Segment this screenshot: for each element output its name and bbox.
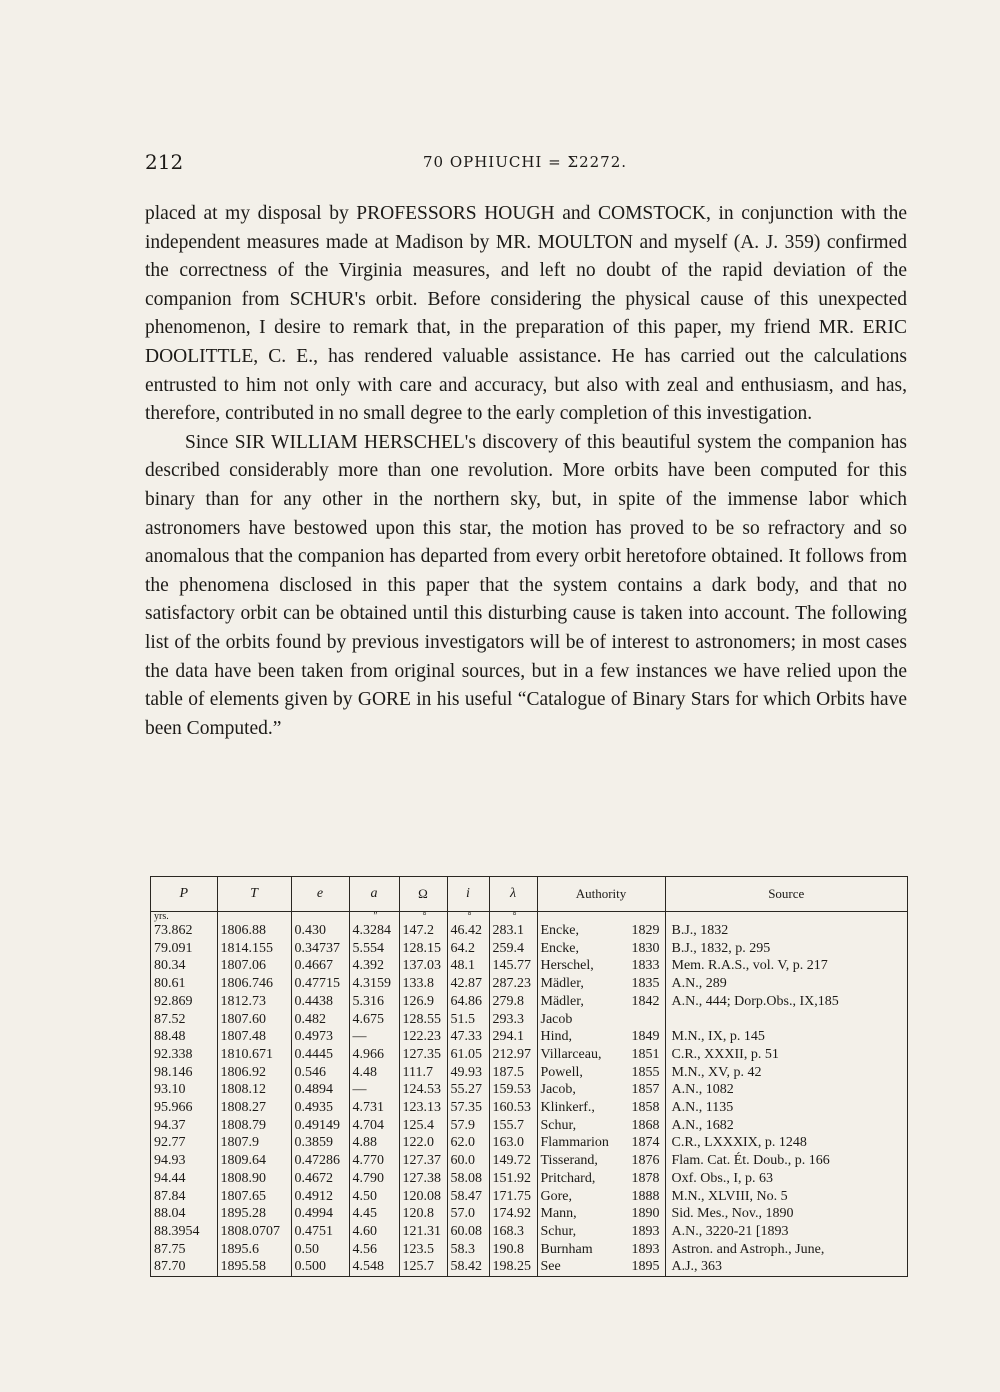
cell-p: 94.44 [151,1170,217,1188]
cell-p: 87.70 [151,1258,217,1276]
cell-source: A.N., 1135 [671,1100,734,1116]
authority-name: Flammarion [540,1135,609,1151]
cell-e: 0.34737 [291,940,349,958]
cell-lambda: 187.5 [489,1064,537,1082]
cell-a: 4.966 [349,1046,399,1064]
table-row [151,1241,907,1259]
unit-e [291,912,349,923]
cell-t: 1895.6 [217,1241,291,1259]
cell-a: 5.554 [349,940,399,958]
cell-authority [537,1117,665,1135]
authority-year: 1868 [631,1117,660,1133]
authority-name: Gore, [540,1188,572,1204]
cell-source: A.N., 1082 [671,1082,734,1098]
table-row [151,975,907,993]
cell-p: 98.146 [151,1064,217,1082]
authority-year: 1842 [631,993,660,1009]
table-row [151,1170,907,1188]
page-number: 212 [145,150,184,174]
cell-t: 1895.58 [217,1258,291,1276]
table-header-row [151,877,907,912]
col-header-t: T [217,877,291,912]
cell-node: 122.23 [399,1028,447,1046]
cell-lambda: 174.92 [489,1205,537,1223]
table-row [151,922,907,940]
col-header-node: Ω [399,877,447,912]
cell-e: 0.4973 [291,1028,349,1046]
cell-authority [537,993,665,1011]
cell-lambda: 151.92 [489,1170,537,1188]
cell-e: 0.4912 [291,1188,349,1206]
cell-lambda: 294.1 [489,1028,537,1046]
cell-lambda: 287.23 [489,975,537,993]
cell-source: A.N., 3220-21 [1893 [671,1223,789,1239]
cell-source: C.R., LXXXIX, p. 1248 [671,1135,807,1151]
cell-p: 87.52 [151,1011,217,1029]
cell-p: 88.48 [151,1028,217,1046]
table-row [151,1011,907,1029]
table-row [151,1046,907,1064]
cell-i: 57.9 [447,1117,489,1135]
cell-lambda: 212.97 [489,1046,537,1064]
authority-year: 1855 [631,1064,660,1080]
cell-i: 60.08 [447,1223,489,1241]
cell-node: 137.03 [399,957,447,975]
cell-t: 1808.0707 [217,1223,291,1241]
authority-year: 1895 [631,1259,660,1275]
cell-source: Astron. and Astroph., June, [671,1241,825,1257]
cell-e: 0.4935 [291,1099,349,1117]
cell-a: 4.392 [349,957,399,975]
cell-source: C.R., XXXII, p. 51 [671,1046,779,1062]
authority-name: Powell, [540,1064,583,1080]
unit-node: ° [399,912,447,923]
authority-name: Burnham [540,1241,593,1257]
authority-name: Encke, [540,923,579,938]
authority-name: Villarceau, [540,1046,602,1062]
cell-i: 58.08 [447,1170,489,1188]
paragraph-1: placed at my disposal by PROFESSORS HOUGH and COMSTOCK, in conjunction with the independent measures made at Madison by MR. MOULTON and myself (A. J. 359) confirmed the correctness of the Virginia measures, and left no doubt of the rapid deviation of the companion from SCHUR's orbit. Before considering the physical cause of this unexpected phenomenon, I desire to remark that, in the preparation of this paper, my friend MR. ERIC DOOLITTLE, C. E., has rendered valuable assistance. He has carried out the calculations entrusted to him not only with care and accuracy, but also with zeal and enthusiasm, and has, therefore, contributed in no small degree to the early completion of this investigation. [145,203,907,425]
cell-lambda: 190.8 [489,1241,537,1259]
authority-name: Herschel, [540,958,594,974]
cell-a: 4.60 [349,1223,399,1241]
cell-node: 124.53 [399,1081,447,1099]
cell-e: 0.50 [291,1241,349,1259]
cell-p: 92.869 [151,993,217,1011]
cell-a: 4.48 [349,1064,399,1082]
table-row [151,1028,907,1046]
authority-year: 1890 [631,1206,660,1222]
cell-authority [537,1241,665,1259]
cell-node: 133.8 [399,975,447,993]
cell-e: 0.49149 [291,1117,349,1135]
cell-t: 1808.79 [217,1117,291,1135]
authority-name: Schur, [540,1117,577,1133]
table-row [151,957,907,975]
cell-e: 0.4894 [291,1081,349,1099]
cell-p: 88.04 [151,1205,217,1223]
cell-a: 5.316 [349,993,399,1011]
authority-name: See [540,1259,561,1275]
table-row [151,1152,907,1170]
authority-year: 1893 [631,1241,660,1257]
cell-authority [537,1188,665,1206]
cell-node: 128.55 [399,1011,447,1029]
paragraph-2: Since SIR WILLIAM HERSCHEL's discovery of this beautiful system the companion has described considerably more than one revolution. More orbits have been computed for this binary than for any other in the northern sky, but, in spite of the immense labor which astronomers have bestowed upon this star, the motion has proved to be so refractory and so anomalous that the companion has departed from every orbit heretofore obtained. It follows from the phenomena disclosed in this paper that the system contains a dark body, and that no satisfactory orbit can be obtained until this disturbing cause is taken into account. The following list of the orbits found by previous investigators will be of interest to astronomers; in most cases the data have been taken from original sources, but in a few instances we have relied upon the table of elements given by GORE in his useful “Catalogue of Binary Stars for which Orbits have been Computed.” [145,431,907,739]
cell-i: 47.33 [447,1028,489,1046]
cell-authority [537,1152,665,1170]
cell-lambda: 155.7 [489,1117,537,1135]
cell-t: 1807.65 [217,1188,291,1206]
cell-source [665,1011,907,1029]
authority-year: 1858 [631,1100,660,1116]
cell-i: 48.1 [447,957,489,975]
cell-node: 123.5 [399,1241,447,1259]
col-header-i: i [447,877,489,912]
cell-authority [537,1134,665,1152]
cell-authority [537,1064,665,1082]
cell-e: 0.500 [291,1258,349,1276]
cell-t: 1807.60 [217,1011,291,1029]
cell-i: 49.93 [447,1064,489,1082]
cell-t: 1807.48 [217,1028,291,1046]
cell-i: 64.86 [447,993,489,1011]
cell-node: 127.35 [399,1046,447,1064]
cell-authority [537,1205,665,1223]
cell-source: Flam. Cat. Ét. Doub., p. 166 [671,1153,830,1169]
cell-i: 62.0 [447,1134,489,1152]
cell-node: 147.2 [399,922,447,940]
cell-node: 127.37 [399,1152,447,1170]
cell-i: 46.42 [447,922,489,940]
cell-e: 0.430 [291,922,349,940]
cell-t: 1808.12 [217,1081,291,1099]
cell-node: 120.08 [399,1188,447,1206]
authority-name: Encke, [540,940,579,956]
cell-node: 127.38 [399,1170,447,1188]
table-row [151,1188,907,1206]
cell-t: 1806.92 [217,1064,291,1082]
running-head: 70 OPHIUCHI = Σ2272. [422,153,628,171]
table-row [151,1205,907,1223]
col-header-p: P [151,877,217,912]
cell-t: 1814.155 [217,940,291,958]
cell-e: 0.482 [291,1011,349,1029]
cell-p: 87.75 [151,1241,217,1259]
authority-year: 1876 [631,1153,660,1169]
cell-node: 121.31 [399,1223,447,1241]
cell-node: 125.4 [399,1117,447,1135]
cell-i: 57.0 [447,1205,489,1223]
cell-source: B.J., 1832, p. 295 [671,940,771,956]
cell-lambda: 149.72 [489,1152,537,1170]
unit-source [665,912,907,923]
cell-node: 111.7 [399,1064,447,1082]
cell-a: 4.770 [349,1152,399,1170]
authority-name: Hind, [540,1029,572,1045]
cell-source: A.N., 1682 [671,1117,734,1133]
cell-source: A.J., 363 [671,1259,723,1275]
cell-authority [537,957,665,975]
cell-p: 88.3954 [151,1223,217,1241]
cell-a: 4.56 [349,1241,399,1259]
cell-source: A.N., 289 [671,976,727,992]
cell-t: 1806.746 [217,975,291,993]
authority-year: 1878 [631,1170,660,1186]
table-row [151,993,907,1011]
cell-t: 1812.73 [217,993,291,1011]
authority-name: Klinkerf., [540,1100,595,1116]
cell-p: 92.77 [151,1134,217,1152]
cell-i: 51.5 [447,1011,489,1029]
cell-lambda: 293.3 [489,1011,537,1029]
cell-authority [537,922,665,940]
cell-p: 73.862 [151,922,217,940]
cell-authority [537,1011,665,1029]
cell-node: 120.8 [399,1205,447,1223]
cell-i: 57.35 [447,1099,489,1117]
cell-p: 94.93 [151,1152,217,1170]
cell-i: 58.3 [447,1241,489,1259]
cell-node: 125.7 [399,1258,447,1276]
cell-e: 0.4751 [291,1223,349,1241]
unit-p: yrs. [151,912,217,923]
col-header-source: Source [665,877,907,912]
cell-a: 4.704 [349,1117,399,1135]
authority-name: Jacob [540,1011,573,1027]
cell-i: 58.42 [447,1258,489,1276]
cell-authority [537,1081,665,1099]
cell-source: B.J., 1832 [671,923,729,938]
cell-a: — [349,1028,399,1046]
cell-lambda: 279.8 [489,993,537,1011]
cell-i: 42.87 [447,975,489,993]
cell-i: 58.47 [447,1188,489,1206]
cell-i: 64.2 [447,940,489,958]
units-row [151,912,907,923]
cell-authority [537,1170,665,1188]
authority-year: 1874 [631,1135,660,1151]
authority-name: Mann, [540,1206,577,1222]
table-row [151,1117,907,1135]
cell-source: A.N., 444; Dorp.Obs., IX,185 [671,993,839,1009]
authority-year: 1835 [631,976,660,992]
cell-authority [537,940,665,958]
cell-lambda: 168.3 [489,1223,537,1241]
cell-authority [537,1258,665,1276]
table-row [151,1223,907,1241]
cell-node: 126.9 [399,993,447,1011]
cell-p: 92.338 [151,1046,217,1064]
cell-node: 122.0 [399,1134,447,1152]
cell-source: M.N., XLVIII, No. 5 [671,1188,788,1204]
cell-a: 4.731 [349,1099,399,1117]
cell-e: 0.47715 [291,975,349,993]
cell-e: 0.4672 [291,1170,349,1188]
authority-name: Pritchard, [540,1170,596,1186]
cell-a: — [349,1081,399,1099]
cell-lambda: 198.25 [489,1258,537,1276]
table-row [151,1134,907,1152]
cell-authority [537,975,665,993]
cell-a: 4.45 [349,1205,399,1223]
authority-name: Mädler, [540,993,584,1009]
cell-a: 4.3159 [349,975,399,993]
cell-i: 55.27 [447,1081,489,1099]
unit-lambda: ° [489,912,537,923]
cell-authority [537,1046,665,1064]
authority-year: 1849 [631,1029,660,1045]
unit-a: ″ [349,912,399,923]
cell-source: Sid. Mes., Nov., 1890 [671,1206,794,1222]
body-text [145,200,907,743]
authority-year: 1833 [631,958,660,974]
cell-t: 1806.88 [217,922,291,940]
cell-a: 4.790 [349,1170,399,1188]
authority-name: Tisserand, [540,1153,598,1169]
cell-source: Oxf. Obs., I, p. 63 [671,1170,773,1186]
cell-e: 0.4994 [291,1205,349,1223]
authority-name: Jacob, [540,1082,576,1098]
cell-p: 80.34 [151,957,217,975]
orbits-table [150,876,908,1277]
cell-lambda: 160.53 [489,1099,537,1117]
cell-p: 87.84 [151,1188,217,1206]
table-row [151,1258,907,1276]
cell-e: 0.4445 [291,1046,349,1064]
cell-authority [537,1099,665,1117]
authority-name: Schur, [540,1223,577,1239]
authority-year: 1888 [631,1188,660,1204]
unit-i: ° [447,912,489,923]
cell-e: 0.546 [291,1064,349,1082]
cell-lambda: 145.77 [489,957,537,975]
cell-a: 4.3284 [349,922,399,940]
cell-a: 4.675 [349,1011,399,1029]
cell-authority [537,1223,665,1241]
cell-node: 128.15 [399,940,447,958]
cell-a: 4.50 [349,1188,399,1206]
table-row [151,1081,907,1099]
cell-t: 1809.64 [217,1152,291,1170]
table-row [151,1099,907,1117]
authority-name: Mädler, [540,976,584,992]
cell-t: 1807.06 [217,957,291,975]
cell-e: 0.4667 [291,957,349,975]
cell-t: 1807.9 [217,1134,291,1152]
page-header [145,150,905,180]
col-header-e: e [291,877,349,912]
cell-t: 1808.90 [217,1170,291,1188]
cell-e: 0.4438 [291,993,349,1011]
authority-year: 1829 [631,923,660,938]
cell-t: 1808.27 [217,1099,291,1117]
cell-t: 1895.28 [217,1205,291,1223]
cell-source: M.N., XV, p. 42 [671,1064,762,1080]
cell-a: 4.88 [349,1134,399,1152]
cell-authority [537,1028,665,1046]
cell-source: Mem. R.A.S., vol. V, p. 217 [671,958,828,974]
unit-t [217,912,291,923]
cell-node: 123.13 [399,1099,447,1117]
authority-year: 1857 [631,1082,660,1098]
col-header-a: a [349,877,399,912]
table-row [151,1064,907,1082]
unit-authority [537,912,665,923]
cell-source: M.N., IX, p. 145 [671,1029,765,1045]
authority-year: 1851 [631,1046,660,1062]
authority-year: 1893 [631,1223,660,1239]
cell-lambda: 259.4 [489,940,537,958]
cell-lambda: 283.1 [489,922,537,940]
cell-e: 0.47286 [291,1152,349,1170]
cell-lambda: 171.75 [489,1188,537,1206]
cell-lambda: 163.0 [489,1134,537,1152]
cell-p: 80.61 [151,975,217,993]
cell-p: 95.966 [151,1099,217,1117]
cell-a: 4.548 [349,1258,399,1276]
table-row [151,940,907,958]
cell-p: 79.091 [151,940,217,958]
cell-i: 60.0 [447,1152,489,1170]
authority-year: 1830 [631,940,660,956]
cell-e: 0.3859 [291,1134,349,1152]
col-header-authority: Authority [537,877,665,912]
col-header-lambda: λ [489,877,537,912]
cell-i: 61.05 [447,1046,489,1064]
cell-t: 1810.671 [217,1046,291,1064]
cell-p: 93.10 [151,1081,217,1099]
cell-lambda: 159.53 [489,1081,537,1099]
cell-p: 94.37 [151,1117,217,1135]
